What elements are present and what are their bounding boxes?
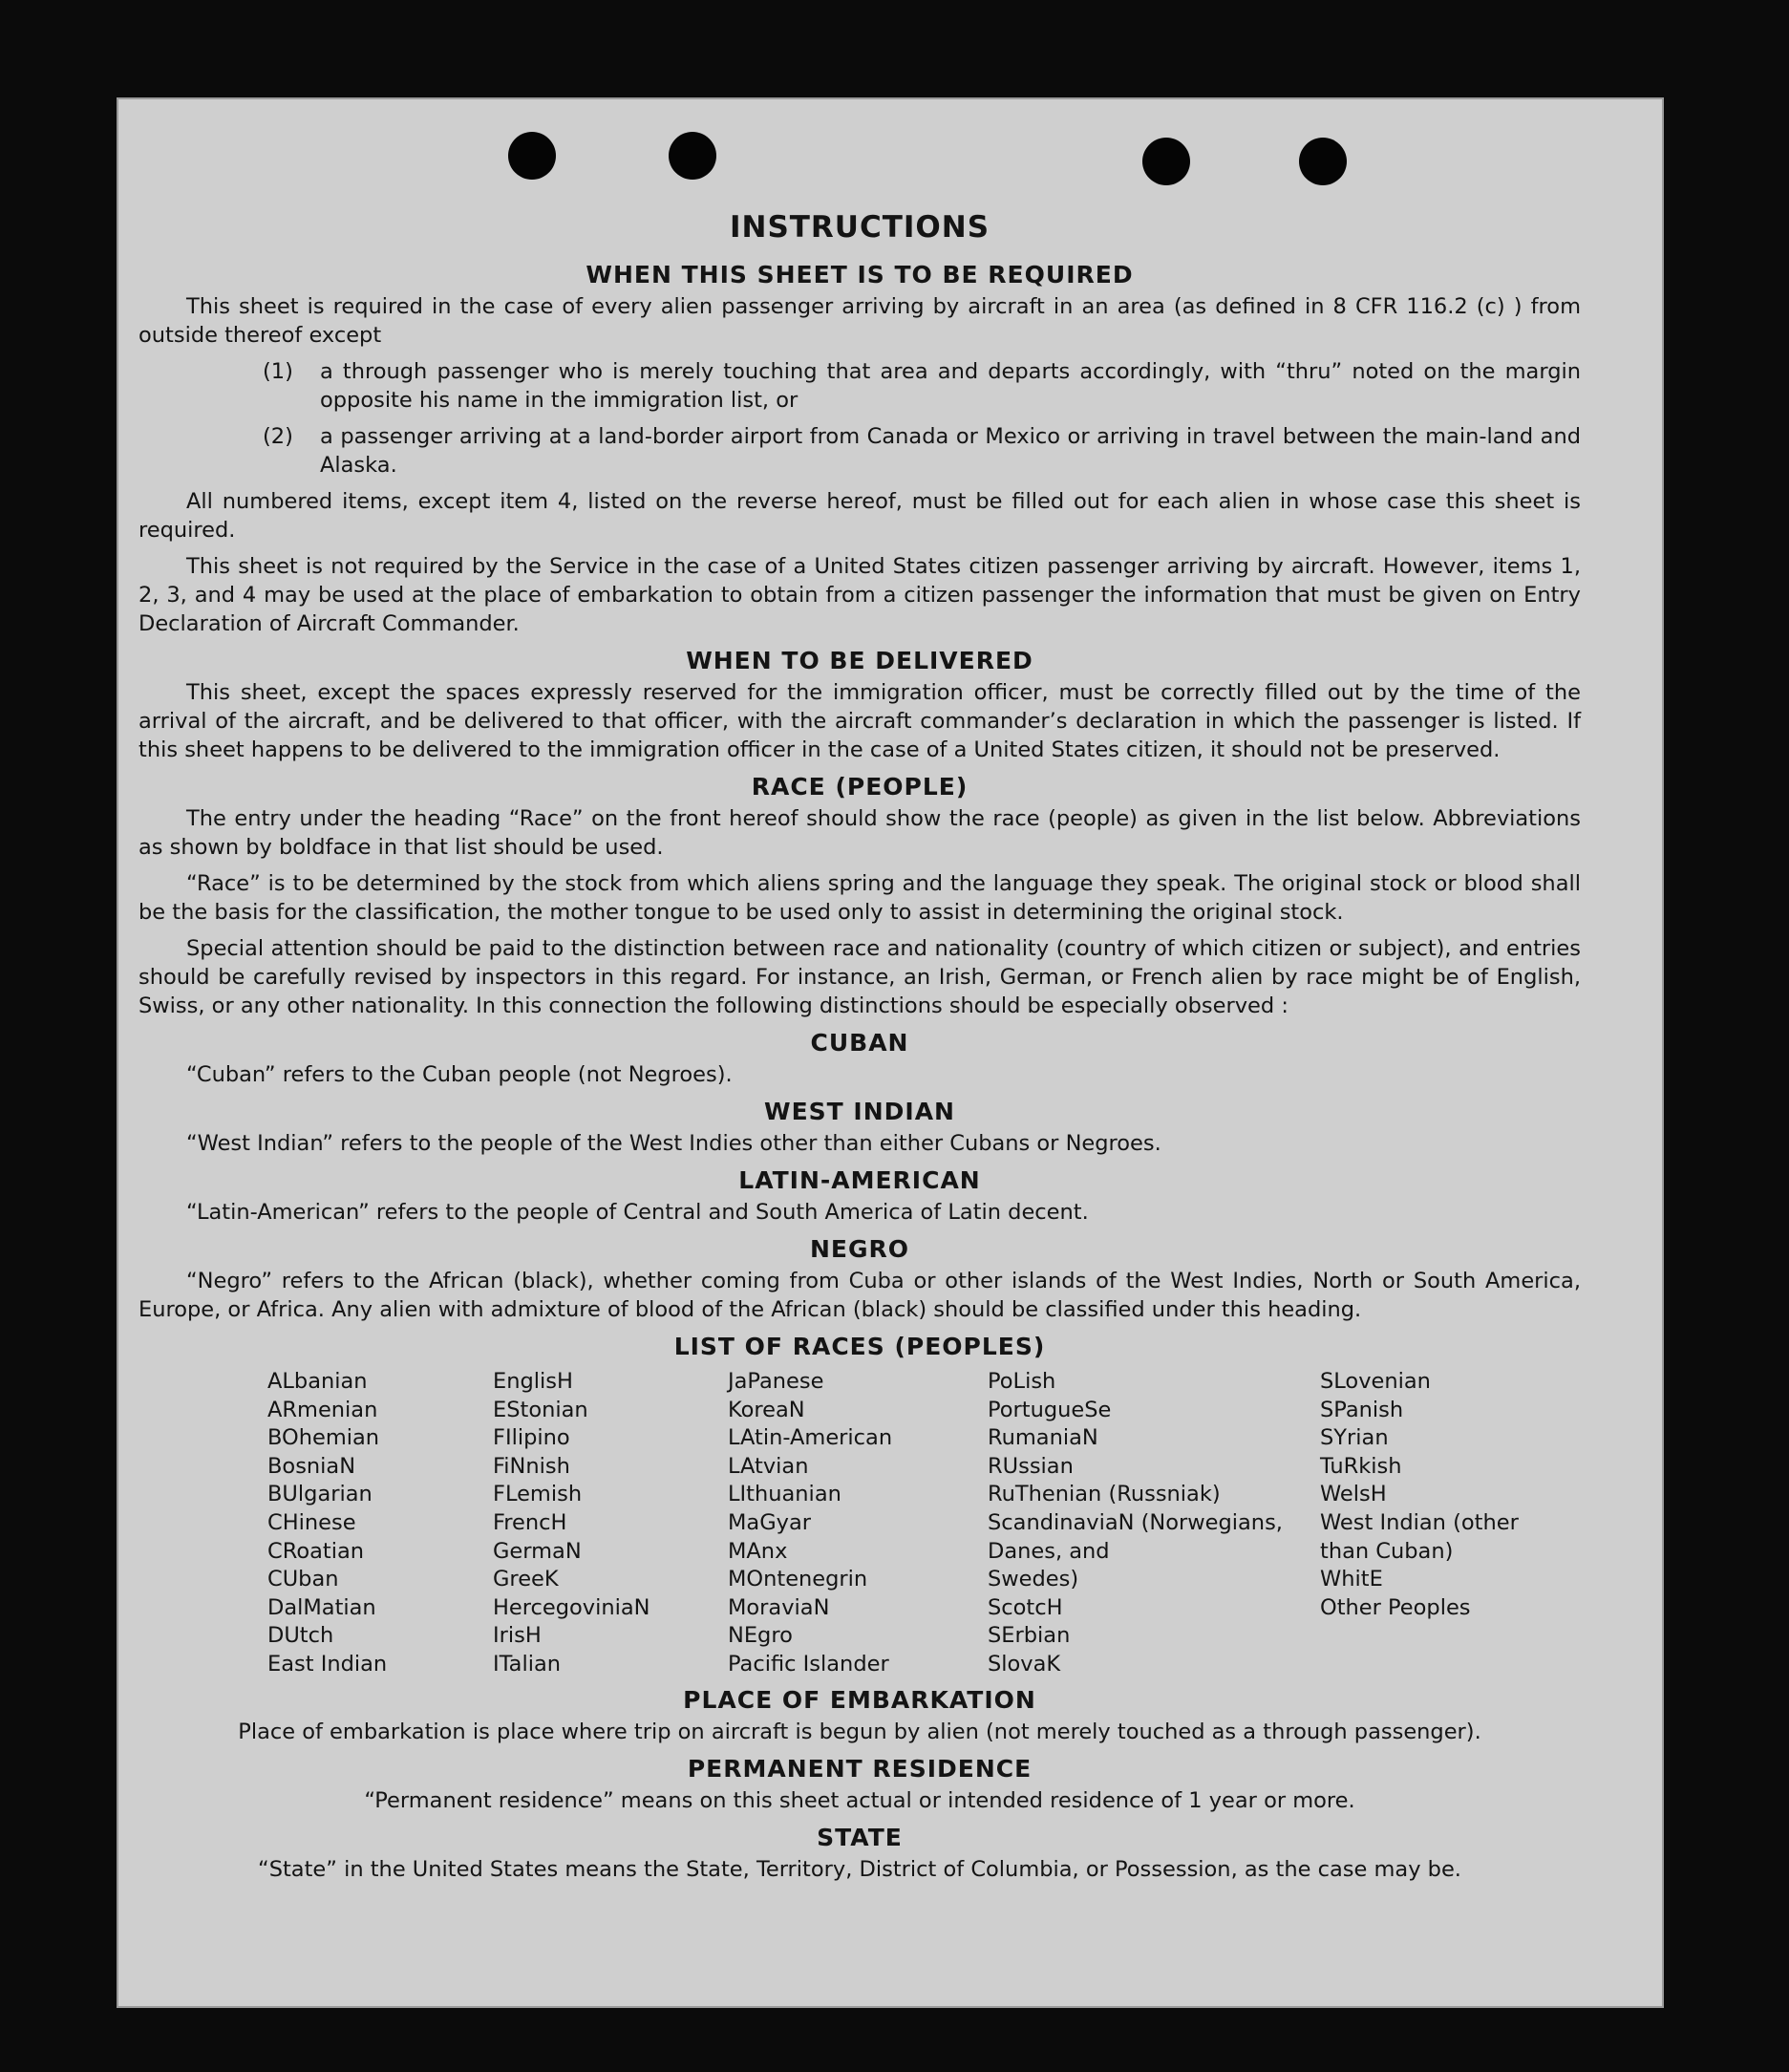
race-entry: IrisH — [493, 1623, 542, 1649]
race-entry: RUssian — [988, 1453, 1074, 1479]
race-entry: ARmenian — [267, 1397, 378, 1422]
race-entry: BUlgarian — [267, 1482, 373, 1507]
race-entry: CRoatian — [267, 1538, 365, 1564]
section-heading-cuban: CUBAN — [810, 1029, 909, 1057]
paragraph: All numbered items, except item 4, listed on the reverse hereof, must be filled out for each alien in whose case this sheet is required. — [138, 489, 1581, 543]
race-entry: MoraviaN — [728, 1594, 830, 1620]
race-entry: DUtch — [267, 1623, 334, 1649]
race-entry: Swedes) — [988, 1567, 1079, 1592]
race-entry: EnglisH — [493, 1369, 573, 1394]
race-entry: MAnx — [728, 1538, 788, 1564]
race-entry: DalMatian — [267, 1594, 376, 1620]
race-entry: SPanish — [1320, 1397, 1404, 1422]
item-number: (2) — [263, 424, 293, 449]
races-column — [493, 1368, 728, 1679]
punch-hole — [1142, 138, 1190, 185]
section-heading-negro: NEGRO — [809, 1235, 910, 1263]
race-entry: SlovaK — [988, 1651, 1061, 1677]
races-column — [728, 1368, 988, 1679]
item-number: (1) — [263, 359, 293, 384]
race-entry: Danes, and — [988, 1538, 1110, 1564]
race-entry: than Cuban) — [1320, 1538, 1454, 1564]
race-entry: JaPanese — [728, 1369, 824, 1394]
paragraph: “West Indian” refers to the people of the West Indies other than either Cubans or Negroes. — [186, 1131, 1161, 1156]
race-entry: Pacific Islander — [728, 1651, 889, 1677]
race-entry: LAtin-American — [728, 1425, 893, 1451]
section-heading-latin-american: LATIN-AMERICAN — [738, 1166, 981, 1194]
race-entry: CUban — [267, 1567, 339, 1592]
section-heading-list-of-races: LIST OF RACES (PEOPLES) — [673, 1333, 1046, 1360]
instructions-content — [138, 208, 1581, 1891]
race-entry: PortugueSe — [988, 1397, 1112, 1422]
race-entry: TuRkish — [1320, 1453, 1402, 1479]
item-text: a through passenger who is merely touching that area and departs accordingly, with “thru” noted on the margin opposite his name in the immigration list, or — [320, 359, 1581, 413]
paragraph: “Latin-American” refers to the people of Central and South America of Latin decent. — [186, 1200, 1089, 1225]
punch-hole — [669, 132, 716, 180]
race-entry: BosniaN — [267, 1453, 356, 1479]
paragraph: “Permanent residence” means on this sheet actual or intended residence of 1 year or more. — [364, 1787, 1355, 1813]
paragraph: This sheet, except the spaces expressly reserved for the immigration officer, must be correctly filled out by the time of the arrival of the aircraft, and be delivered to that officer, with the aircraft commander’s declaration in which the passenger is listed. If this sheet happens to be delivered to the immigration officer in the case of a United States citizen, it should not be preserved. — [138, 680, 1581, 762]
race-entry: FLemish — [493, 1482, 583, 1507]
race-entry: ScotcH — [988, 1594, 1063, 1620]
section-heading-residence: PERMANENT RESIDENCE — [687, 1754, 1033, 1783]
race-entry: HercegoviniaN — [493, 1594, 650, 1620]
punch-hole — [508, 132, 556, 180]
race-entry: BOhemian — [267, 1425, 380, 1451]
race-entry: MOntenegrin — [728, 1567, 868, 1592]
paragraph: The entry under the heading “Race” on the front hereof should show the race (people) as given in the list below. Abbreviations as shown by boldface in that list should be used. — [138, 806, 1581, 860]
race-entry: FrencH — [493, 1509, 567, 1535]
race-entry: SYrian — [1320, 1425, 1389, 1451]
race-entry: GreeK — [493, 1567, 559, 1592]
list-item — [263, 422, 1581, 480]
races-column — [1320, 1368, 1626, 1679]
race-entry: SLovenian — [1320, 1369, 1431, 1394]
paragraph: This sheet is not required by the Service in the case of a United States citizen passenger arriving by aircraft. However, items 1, 2, 3, and 4 may be used at the place of embarkation to obtain from a citizen passenger the information that must be given on Entry Declaration of Aircraft Commander. — [138, 554, 1581, 636]
race-entry: FIlipino — [493, 1425, 570, 1451]
races-list — [267, 1368, 1581, 1679]
race-entry: EStonian — [493, 1397, 588, 1422]
section-heading-state: STATE — [817, 1823, 903, 1851]
race-entry: ALbanian — [267, 1369, 368, 1394]
section-heading-west-indian: WEST INDIAN — [764, 1098, 955, 1125]
race-entry: SErbian — [988, 1623, 1071, 1649]
item-text: a passenger arriving at a land-border airport from Canada or Mexico or arriving in travel between the main-land and Alaska. — [320, 424, 1581, 478]
paragraph: “Negro” refers to the African (black), whether coming from Cuba or other islands of the West Indies, North or South America, Europe, or Africa. Any alien with admixture of blood of the African (black) should be classified under this heading. — [138, 1269, 1581, 1322]
races-column — [267, 1368, 493, 1679]
paragraph: “Race” is to be determined by the stock from which aliens spring and the language they speak. The original stock or blood shall be the basis for the classification, the mother tongue to be used only to assist in determining the original stock. — [138, 871, 1581, 925]
section-heading-race: RACE (PEOPLE) — [751, 773, 969, 801]
race-entry: WelsH — [1320, 1482, 1387, 1507]
race-entry: WhitE — [1320, 1567, 1383, 1592]
race-entry: GermaN — [493, 1538, 582, 1564]
race-entry: LAtvian — [728, 1453, 809, 1479]
paragraph: “State” in the United States means the State, Territory, District of Columbia, or Possession, as the case may be. — [258, 1856, 1461, 1882]
race-entry: RuThenian (Russniak) — [988, 1482, 1221, 1507]
race-entry: PoLish — [988, 1369, 1056, 1394]
race-entry: MaGyar — [728, 1509, 811, 1535]
race-entry: CHinese — [267, 1509, 356, 1535]
race-entry: NEgro — [728, 1623, 793, 1649]
races-column — [988, 1368, 1320, 1679]
paragraph: This sheet is required in the case of every alien passenger arriving by aircraft in an area (as defined in 8 CFR 116.2 (c) ) from outside thereof except — [138, 294, 1581, 348]
race-entry: ScandinaviaN (Norwegians, — [988, 1509, 1283, 1535]
section-heading-embarkation: PLACE OF EMBARKATION — [683, 1685, 1036, 1714]
punch-hole — [1299, 138, 1347, 185]
race-entry: RumaniaN — [988, 1425, 1098, 1451]
paragraph: Special attention should be paid to the distinction between race and nationality (country of which citizen or subject), and entries should be carefully revised by inspectors in this regard. For instance, an Irish, German, or French alien by race might be of English, Swiss, or any other nationality. In this connection the following distinctions should be especially observed : — [138, 936, 1581, 1018]
paragraph: Place of embarkation is place where trip on aircraft is begun by alien (not merely touched as a through passenger). — [238, 1719, 1481, 1744]
page-title: INSTRUCTIONS — [729, 210, 990, 245]
race-entry: East Indian — [267, 1651, 388, 1677]
race-entry: West Indian (other — [1320, 1509, 1519, 1535]
paragraph: “Cuban” refers to the Cuban people (not Negroes). — [186, 1062, 733, 1087]
list-item — [263, 357, 1581, 415]
race-entry: FiNnish — [493, 1453, 570, 1479]
section-heading-required: WHEN THIS SHEET IS TO BE REQUIRED — [586, 261, 1134, 288]
race-entry: Other Peoples — [1320, 1594, 1471, 1620]
race-entry: ITalian — [493, 1651, 561, 1677]
race-entry: LIthuanian — [728, 1482, 841, 1507]
section-heading-delivered: WHEN TO BE DELIVERED — [686, 647, 1033, 674]
race-entry: KoreaN — [728, 1397, 805, 1422]
